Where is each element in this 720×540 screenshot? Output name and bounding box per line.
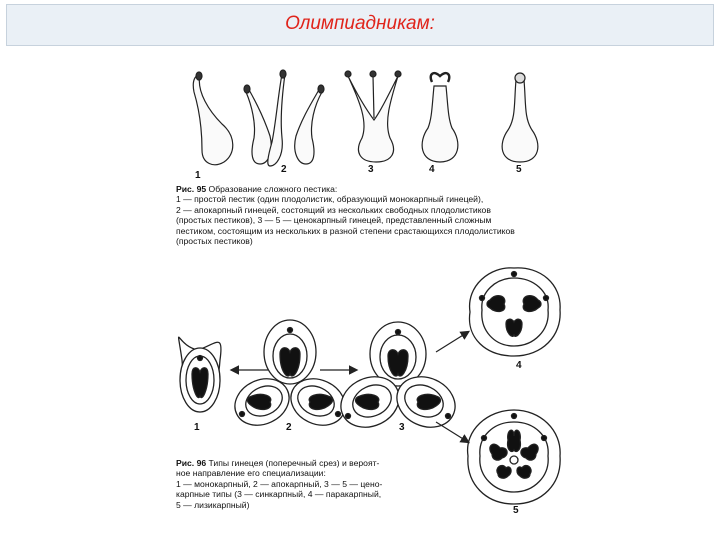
pistil-label-5: 5 (516, 164, 522, 175)
page-title: Олимпиадникам: (285, 13, 435, 34)
section-label-4: 4 (516, 360, 522, 371)
pistil-2 (244, 70, 324, 166)
section-4 (469, 268, 560, 356)
figure-95-caption-label: Рис. 95 (176, 184, 207, 194)
figure-95-caption-body: 1 — простой пестик (один плодолистик, образующий монокарпный гинецей), 2 — апокарпный гинецей, состоящий из нескольких свободных плодолистиков (простых пестиков), 3 — 5 — ценокарпный гинецей, представленный сложным пестиком, состоящим из нескольких в разной степени срастающихся плодолистиков (простых пестиков) (176, 194, 515, 247)
section-label-1: 1 (194, 422, 200, 433)
section-label-5: 5 (513, 505, 519, 516)
figure-95-caption (176, 184, 566, 246)
section-1 (179, 337, 221, 412)
figure-95-caption-title: Образование сложного пестика: (206, 184, 338, 194)
figure-96-caption-body: ное направление его специализации: 1 — монокарпный, 2 — апокарпный, 3 — 5 — цено- карпные типы (3 — синкарпный, 4 — паракарпный, 5 — лизикарпный) (176, 468, 383, 510)
pistil-label-3: 3 (368, 164, 374, 175)
pistil-3 (345, 71, 401, 162)
pistil-5 (502, 73, 538, 162)
pistil-label-4: 4 (429, 164, 435, 175)
section-3 (333, 322, 464, 436)
figure-96-caption (176, 458, 446, 510)
section-label-3: 3 (399, 422, 405, 433)
figure-96-caption-label: Рис. 96 (176, 458, 207, 468)
title-bar (6, 4, 714, 46)
figure-96-caption-title: Типы гинецея (поперечный срез) и вероят- (206, 458, 380, 468)
section-5 (468, 410, 561, 504)
pistil-label-1: 1 (195, 170, 201, 181)
pistil-label-2: 2 (281, 164, 287, 175)
pistil-4 (422, 73, 458, 162)
section-2 (227, 320, 352, 434)
section-label-2: 2 (286, 422, 292, 433)
pistil-1 (193, 72, 233, 165)
